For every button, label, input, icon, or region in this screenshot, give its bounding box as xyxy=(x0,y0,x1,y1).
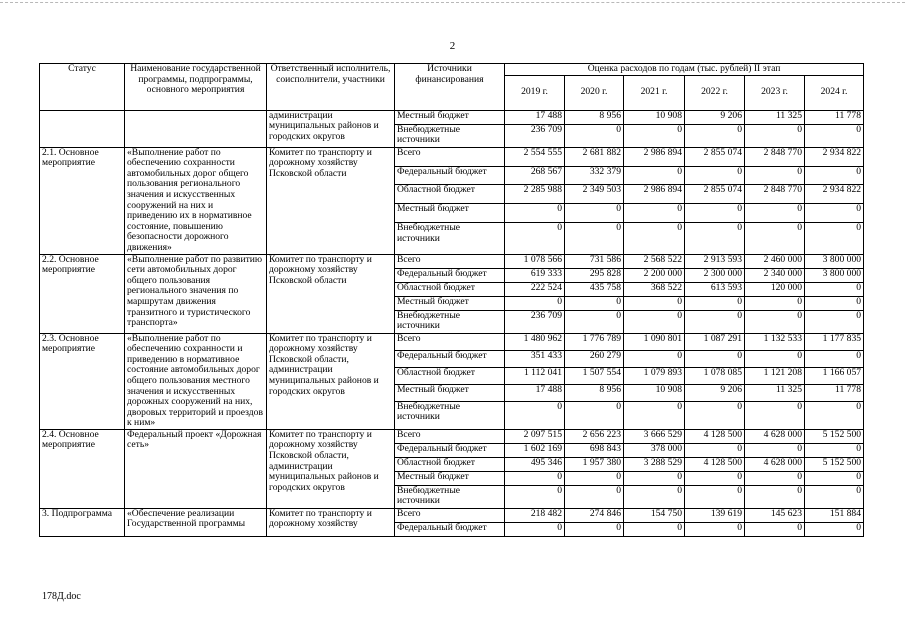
funding-source-cell: Федеральный бюджет xyxy=(395,350,505,367)
amount-cell: 2 913 593 xyxy=(685,254,745,268)
status-cell: 2.2. Основное мероприятие xyxy=(40,254,125,333)
table-row xyxy=(40,254,864,268)
funding-source-cell: Внебюджетные источники xyxy=(395,310,505,333)
amount-cell: 0 xyxy=(805,522,864,536)
amount-cell: 0 xyxy=(805,166,864,185)
amount-cell: 0 xyxy=(565,223,624,254)
amount-cell: 11 778 xyxy=(805,110,864,124)
amount-cell: 378 000 xyxy=(624,443,685,457)
amount-cell: 0 xyxy=(745,310,805,333)
amount-cell: 0 xyxy=(685,166,745,185)
amount-cell: 368 522 xyxy=(624,282,685,296)
amount-cell: 0 xyxy=(565,310,624,333)
amount-cell: 9 206 xyxy=(685,110,745,124)
amount-cell: 2 656 223 xyxy=(565,429,624,443)
funding-source-cell: Областной бюджет xyxy=(395,185,505,204)
amount-cell: 0 xyxy=(805,485,864,508)
amount-cell: 2 986 894 xyxy=(624,147,685,166)
amount-cell: 236 709 xyxy=(505,124,565,147)
table-row xyxy=(40,508,864,522)
amount-cell: 145 623 xyxy=(745,508,805,522)
amount-cell: 2 848 770 xyxy=(745,147,805,166)
amount-cell: 0 xyxy=(685,223,745,254)
amount-cell: 295 828 xyxy=(565,268,624,282)
funding-source-cell: Федеральный бюджет xyxy=(395,268,505,282)
responsible-cell: администрации муниципальных районов и городских округов xyxy=(267,110,395,147)
amount-cell: 5 152 500 xyxy=(805,457,864,471)
header-year: 2020 г. xyxy=(565,75,624,110)
amount-cell: 4 628 000 xyxy=(745,457,805,471)
amount-cell: 4 128 500 xyxy=(685,429,745,443)
header-year: 2022 г. xyxy=(685,75,745,110)
amount-cell: 3 288 529 xyxy=(624,457,685,471)
amount-cell: 139 619 xyxy=(685,508,745,522)
header-row xyxy=(40,64,864,76)
amount-cell: 0 xyxy=(745,443,805,457)
amount-cell: 0 xyxy=(805,124,864,147)
amount-cell: 0 xyxy=(805,296,864,310)
header-estimate: Оценка расходов по годам (тыс. рублей) II этап xyxy=(505,64,864,76)
amount-cell: 2 681 882 xyxy=(565,147,624,166)
amount-cell: 2 986 894 xyxy=(624,185,685,204)
amount-cell: 0 xyxy=(685,522,745,536)
header-status: Статус xyxy=(40,64,125,111)
amount-cell: 222 524 xyxy=(505,282,565,296)
amount-cell: 2 848 770 xyxy=(745,185,805,204)
amount-cell: 0 xyxy=(565,522,624,536)
amount-cell: 1 166 057 xyxy=(805,367,864,384)
amount-cell: 0 xyxy=(624,204,685,223)
status-cell: 3. Подпрограмма xyxy=(40,508,125,536)
amount-cell: 0 xyxy=(565,485,624,508)
funding-source-cell: Федеральный бюджет xyxy=(395,443,505,457)
status-cell: 2.1. Основное мероприятие xyxy=(40,147,125,254)
funding-source-cell: Федеральный бюджет xyxy=(395,166,505,185)
amount-cell: 0 xyxy=(805,350,864,367)
amount-cell: 0 xyxy=(505,223,565,254)
amount-cell: 17 488 xyxy=(505,384,565,401)
funding-source-cell: Внебюджетные источники xyxy=(395,223,505,254)
header-year: 2024 г. xyxy=(805,75,864,110)
amount-cell: 0 xyxy=(624,310,685,333)
amount-cell: 0 xyxy=(805,401,864,429)
amount-cell: 2 855 074 xyxy=(685,185,745,204)
amount-cell: 3 800 000 xyxy=(805,254,864,268)
amount-cell: 0 xyxy=(505,485,565,508)
amount-cell: 11 325 xyxy=(745,384,805,401)
amount-cell: 5 152 500 xyxy=(805,429,864,443)
amount-cell: 2 349 503 xyxy=(565,185,624,204)
amount-cell: 332 379 xyxy=(565,166,624,185)
amount-cell: 1 090 801 xyxy=(624,333,685,350)
responsible-cell: Комитет по транспорту и дорожному хозяйству Псковской области xyxy=(267,147,395,254)
amount-cell: 698 843 xyxy=(565,443,624,457)
page-top-edge xyxy=(0,2,905,3)
amount-cell: 0 xyxy=(685,204,745,223)
program-name-cell: «Выполнение работ по обеспечению сохранности автомобильных дорог общего пользования регионального значения и искусственных сооружений на них и приведению их в нормативное состояние, повышению безопасности дорожного движения» xyxy=(125,147,267,254)
funding-source-cell: Местный бюджет xyxy=(395,296,505,310)
funding-source-cell: Всего xyxy=(395,147,505,166)
status-cell: 2.3. Основное мероприятие xyxy=(40,333,125,429)
amount-cell: 0 xyxy=(805,223,864,254)
amount-cell: 236 709 xyxy=(505,310,565,333)
budget-table xyxy=(39,63,864,537)
responsible-cell: Комитет по транспорту и дорожному хозяйству xyxy=(267,508,395,536)
amount-cell: 0 xyxy=(805,310,864,333)
amount-cell: 0 xyxy=(685,310,745,333)
amount-cell: 154 750 xyxy=(624,508,685,522)
amount-cell: 1 480 962 xyxy=(505,333,565,350)
amount-cell: 0 xyxy=(624,350,685,367)
amount-cell: 0 xyxy=(505,296,565,310)
amount-cell: 2 855 074 xyxy=(685,147,745,166)
amount-cell: 0 xyxy=(624,296,685,310)
amount-cell: 3 666 529 xyxy=(624,429,685,443)
amount-cell: 0 xyxy=(805,282,864,296)
amount-cell: 0 xyxy=(745,471,805,485)
amount-cell: 0 xyxy=(685,124,745,147)
page-number: 2 xyxy=(449,40,456,52)
amount-cell: 0 xyxy=(565,401,624,429)
table-row xyxy=(40,429,864,443)
amount-cell: 274 846 xyxy=(565,508,624,522)
amount-cell: 17 488 xyxy=(505,110,565,124)
amount-cell: 1 112 041 xyxy=(505,367,565,384)
amount-cell: 0 xyxy=(745,166,805,185)
amount-cell: 1 177 835 xyxy=(805,333,864,350)
responsible-cell: Комитет по транспорту и дорожному хозяйству Псковской области, администрации муниципальных районов и городских округов xyxy=(267,333,395,429)
amount-cell: 1 078 085 xyxy=(685,367,745,384)
amount-cell: 0 xyxy=(685,296,745,310)
header-year: 2023 г. xyxy=(745,75,805,110)
amount-cell: 120 000 xyxy=(745,282,805,296)
amount-cell: 1 078 566 xyxy=(505,254,565,268)
table-row xyxy=(40,147,864,166)
header-name: Наименование государственной программы, подпрограммы, основного мероприятия xyxy=(125,64,267,111)
header-year: 2021 г. xyxy=(624,75,685,110)
amount-cell: 4 128 500 xyxy=(685,457,745,471)
amount-cell: 2 285 988 xyxy=(505,185,565,204)
funding-source-cell: Местный бюджет xyxy=(395,204,505,223)
amount-cell: 268 567 xyxy=(505,166,565,185)
amount-cell: 0 xyxy=(624,124,685,147)
amount-cell: 0 xyxy=(624,166,685,185)
amount-cell: 3 800 000 xyxy=(805,268,864,282)
funding-source-cell: Всего xyxy=(395,333,505,350)
amount-cell: 0 xyxy=(505,401,565,429)
amount-cell: 1 602 169 xyxy=(505,443,565,457)
responsible-cell: Комитет по транспорту и дорожному хозяйству Псковской области xyxy=(267,254,395,333)
funding-source-cell: Внебюджетные источники xyxy=(395,401,505,429)
amount-cell: 0 xyxy=(805,443,864,457)
amount-cell: 2 934 822 xyxy=(805,147,864,166)
program-name-cell: «Выполнение работ по обеспечению сохранности и приведению в нормативное состояние автомобильных дорог общего пользования местного значения и искусственных дорожных сооружений на них, дворовых территорий и проездов к ним» xyxy=(125,333,267,429)
amount-cell: 10 908 xyxy=(624,384,685,401)
header-sources: Источники финансирования xyxy=(395,64,505,111)
amount-cell: 0 xyxy=(745,522,805,536)
amount-cell: 0 xyxy=(745,296,805,310)
amount-cell: 0 xyxy=(565,124,624,147)
amount-cell: 1 079 893 xyxy=(624,367,685,384)
funding-source-cell: Всего xyxy=(395,508,505,522)
funding-source-cell: Федеральный бюджет xyxy=(395,522,505,536)
amount-cell: 0 xyxy=(505,204,565,223)
amount-cell: 260 279 xyxy=(565,350,624,367)
table-body xyxy=(40,110,864,536)
funding-source-cell: Местный бюджет xyxy=(395,471,505,485)
amount-cell: 613 593 xyxy=(685,282,745,296)
funding-source-cell: Всего xyxy=(395,254,505,268)
amount-cell: 1 957 380 xyxy=(565,457,624,471)
amount-cell: 495 346 xyxy=(505,457,565,471)
funding-source-cell: Внебюджетные источники xyxy=(395,485,505,508)
amount-cell: 0 xyxy=(505,522,565,536)
amount-cell: 11 778 xyxy=(805,384,864,401)
amount-cell: 731 586 xyxy=(565,254,624,268)
table-row xyxy=(40,333,864,350)
amount-cell: 0 xyxy=(624,471,685,485)
amount-cell: 1 087 291 xyxy=(685,333,745,350)
program-name-cell: Федеральный проект «Дорожная сеть» xyxy=(125,429,267,508)
amount-cell: 0 xyxy=(624,485,685,508)
header-year: 2019 г. xyxy=(505,75,565,110)
funding-source-cell: Всего xyxy=(395,429,505,443)
amount-cell: 0 xyxy=(565,204,624,223)
amount-cell: 2 934 822 xyxy=(805,185,864,204)
amount-cell: 0 xyxy=(745,124,805,147)
amount-cell: 1 132 533 xyxy=(745,333,805,350)
program-name-cell xyxy=(125,110,267,147)
amount-cell: 0 xyxy=(565,296,624,310)
amount-cell: 0 xyxy=(624,223,685,254)
funding-source-cell: Областной бюджет xyxy=(395,457,505,471)
amount-cell: 11 325 xyxy=(745,110,805,124)
amount-cell: 8 956 xyxy=(565,110,624,124)
amount-cell: 8 956 xyxy=(565,384,624,401)
amount-cell: 0 xyxy=(685,401,745,429)
status-cell xyxy=(40,110,125,147)
amount-cell: 0 xyxy=(805,204,864,223)
amount-cell: 0 xyxy=(745,350,805,367)
amount-cell: 619 333 xyxy=(505,268,565,282)
amount-cell: 0 xyxy=(565,471,624,485)
funding-source-cell: Областной бюджет xyxy=(395,367,505,384)
status-cell: 2.4. Основное мероприятие xyxy=(40,429,125,508)
amount-cell: 2 340 000 xyxy=(745,268,805,282)
amount-cell: 0 xyxy=(745,401,805,429)
funding-source-cell: Внебюджетные источники xyxy=(395,124,505,147)
footer-filename: 178Д.doc xyxy=(42,591,81,602)
amount-cell: 1 776 789 xyxy=(565,333,624,350)
amount-cell: 1 507 554 xyxy=(565,367,624,384)
program-name-cell: «Обеспечение реализации Государственной программы xyxy=(125,508,267,536)
amount-cell: 2 200 000 xyxy=(624,268,685,282)
amount-cell: 0 xyxy=(685,350,745,367)
amount-cell: 0 xyxy=(685,471,745,485)
program-name-cell: «Выполнение работ по развитию сети автомобильных дорог общего пользования регионального значения по маршрутам движения транзитного и туристического транспорта» xyxy=(125,254,267,333)
amount-cell: 2 554 555 xyxy=(505,147,565,166)
amount-cell: 0 xyxy=(685,485,745,508)
amount-cell: 2 300 000 xyxy=(685,268,745,282)
amount-cell: 4 628 000 xyxy=(745,429,805,443)
amount-cell: 218 482 xyxy=(505,508,565,522)
amount-cell: 10 908 xyxy=(624,110,685,124)
amount-cell: 2 568 522 xyxy=(624,254,685,268)
amount-cell: 0 xyxy=(505,471,565,485)
amount-cell: 151 884 xyxy=(805,508,864,522)
funding-source-cell: Местный бюджет xyxy=(395,384,505,401)
funding-source-cell: Местный бюджет xyxy=(395,110,505,124)
amount-cell: 0 xyxy=(805,471,864,485)
amount-cell: 0 xyxy=(745,204,805,223)
amount-cell: 0 xyxy=(745,223,805,254)
funding-source-cell: Областной бюджет xyxy=(395,282,505,296)
amount-cell: 0 xyxy=(685,443,745,457)
responsible-cell: Комитет по транспорту и дорожному хозяйству Псковской области, администрации муниципальных районов и городских округов xyxy=(267,429,395,508)
table-row xyxy=(40,110,864,124)
amount-cell: 351 433 xyxy=(505,350,565,367)
amount-cell: 0 xyxy=(624,522,685,536)
amount-cell: 9 206 xyxy=(685,384,745,401)
amount-cell: 1 121 208 xyxy=(745,367,805,384)
amount-cell: 2 097 515 xyxy=(505,429,565,443)
amount-cell: 0 xyxy=(745,485,805,508)
amount-cell: 0 xyxy=(624,401,685,429)
amount-cell: 435 758 xyxy=(565,282,624,296)
header-responsible: Ответственный исполнитель, соисполнители, участники xyxy=(267,64,395,111)
amount-cell: 2 460 000 xyxy=(745,254,805,268)
